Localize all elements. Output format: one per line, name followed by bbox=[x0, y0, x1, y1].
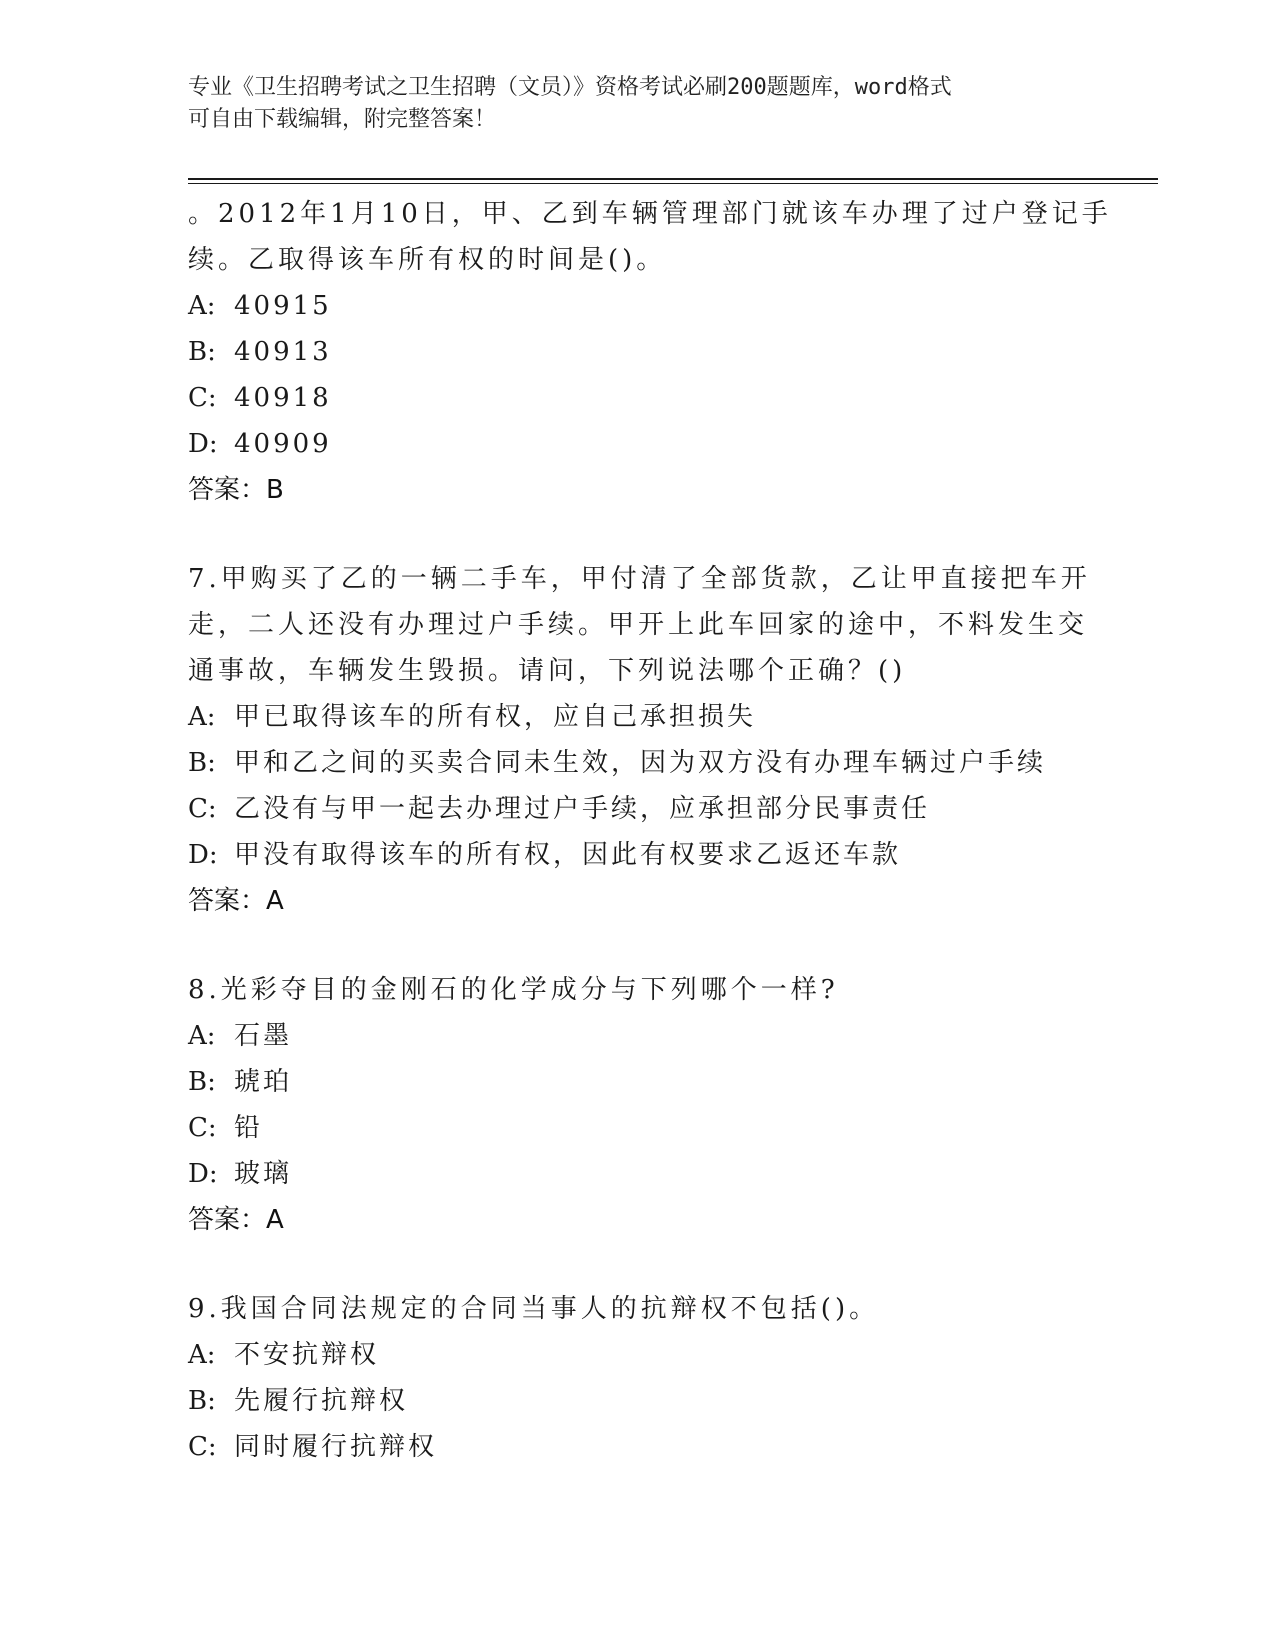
question-stem-line: 通事故，车辆发生毁损。请问，下列说法哪个正确？() bbox=[188, 656, 907, 686]
option-text: 先履行抗辩权 bbox=[234, 1386, 409, 1416]
option-b bbox=[188, 1378, 1088, 1424]
option-key: B: bbox=[188, 1386, 216, 1416]
answer-line: 答案：B bbox=[188, 475, 284, 505]
option-a bbox=[188, 283, 1088, 329]
option-b bbox=[188, 329, 1088, 375]
option-c bbox=[188, 1424, 1088, 1470]
option-c bbox=[188, 375, 1088, 421]
option-text: 40918 bbox=[234, 383, 332, 413]
option-b bbox=[188, 1059, 1088, 1105]
option-a bbox=[188, 1013, 1088, 1059]
option-d bbox=[188, 832, 1088, 878]
option-key: A: bbox=[188, 1021, 216, 1051]
spacer bbox=[188, 1243, 1088, 1286]
question-block bbox=[188, 1286, 1088, 1470]
option-c bbox=[188, 1105, 1088, 1151]
option-c bbox=[188, 786, 1088, 832]
spacer bbox=[188, 513, 1088, 556]
option-d bbox=[188, 421, 1088, 467]
option-key: C: bbox=[188, 794, 217, 824]
question-block bbox=[188, 556, 1091, 924]
option-key: D: bbox=[188, 840, 218, 870]
option-key: B: bbox=[188, 1067, 216, 1097]
option-key: D: bbox=[188, 1159, 218, 1189]
option-key: C: bbox=[188, 383, 217, 413]
option-text: 不安抗辩权 bbox=[234, 1340, 380, 1370]
option-key: C: bbox=[188, 1432, 217, 1462]
option-text: 甲没有取得该车的所有权，因此有权要求乙返还车款 bbox=[234, 840, 902, 870]
option-text: 甲和乙之间的买卖合同未生效，因为双方没有办理车辆过户手续 bbox=[234, 748, 1047, 778]
option-d bbox=[188, 1151, 1088, 1197]
question-stem-line: 。2012年1月10日，甲、乙到车辆管理部门就该车办理了过户登记手 bbox=[188, 199, 1112, 229]
option-text: 40915 bbox=[234, 291, 332, 321]
question-stem-line: 7.甲购买了乙的一辆二手车，甲付清了全部货款，乙让甲直接把车开 bbox=[188, 564, 1091, 594]
header-divider-thick bbox=[188, 178, 1158, 180]
option-text: 石墨 bbox=[234, 1021, 293, 1051]
option-a bbox=[188, 694, 1088, 740]
question-stem-line: 走，二人还没有办理过户手续。甲开上此车回家的途中，不料发生交 bbox=[188, 610, 1089, 640]
spacer bbox=[188, 924, 1088, 967]
option-text: 40913 bbox=[234, 337, 332, 367]
question-block bbox=[188, 967, 1088, 1243]
question-stem-line: 9.我国合同法规定的合同当事人的抗辩权不包括()。 bbox=[188, 1294, 880, 1324]
option-text: 甲已取得该车的所有权，应自己承担损失 bbox=[234, 702, 757, 732]
option-key: B: bbox=[188, 337, 216, 367]
option-text: 同时履行抗辩权 bbox=[234, 1432, 438, 1462]
question-stem-line: 续。乙取得该车所有权的时间是()。 bbox=[188, 245, 667, 275]
option-text: 玻璃 bbox=[234, 1159, 293, 1189]
answer-line: 答案：A bbox=[188, 886, 284, 916]
question-list bbox=[188, 191, 1112, 1470]
option-a bbox=[188, 1332, 1088, 1378]
option-key: A: bbox=[188, 702, 216, 732]
option-text: 乙没有与甲一起去办理过户手续，应承担部分民事责任 bbox=[234, 794, 931, 824]
question-stem-line: 8.光彩夺目的金刚石的化学成分与下列哪个一样? bbox=[188, 975, 839, 1005]
header-line-2: 可自由下载编辑，附完整答案！ bbox=[188, 107, 497, 132]
option-key: A: bbox=[188, 1340, 216, 1370]
option-text: 琥珀 bbox=[234, 1067, 293, 1097]
option-key: D: bbox=[188, 429, 218, 459]
header-divider-thin bbox=[188, 183, 1158, 184]
option-key: C: bbox=[188, 1113, 217, 1143]
option-text: 40909 bbox=[234, 429, 332, 459]
answer-line: 答案：A bbox=[188, 1205, 284, 1235]
header-line-1: 专业《卫生招聘考试之卫生招聘（文员）》资格考试必刷200题题库，word格式 bbox=[188, 75, 952, 100]
question-block bbox=[188, 191, 1112, 513]
option-key: A: bbox=[188, 291, 216, 321]
option-key: B: bbox=[188, 748, 216, 778]
option-text: 铅 bbox=[234, 1113, 264, 1143]
option-b bbox=[188, 740, 1088, 786]
document-header bbox=[188, 72, 1068, 136]
